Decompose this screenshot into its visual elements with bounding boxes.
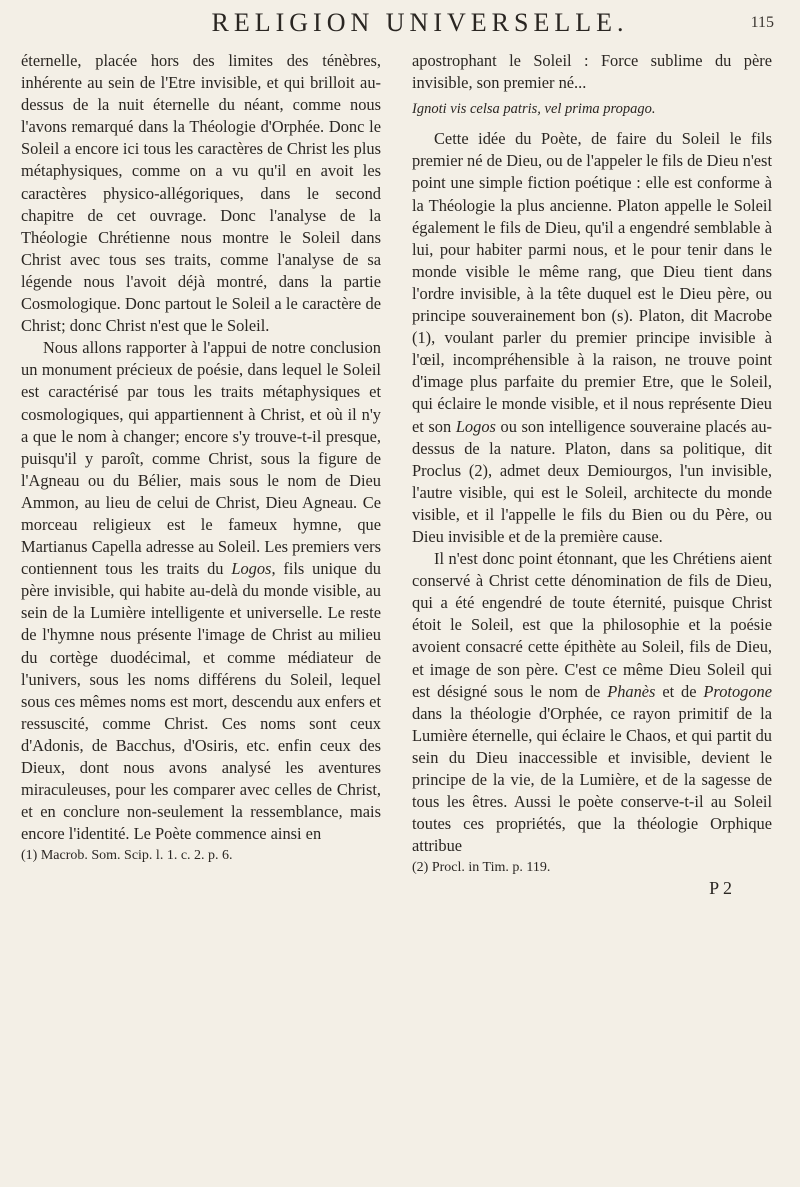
right-paragraph-2-logos: Logos bbox=[455, 416, 496, 436]
right-paragraph-3 bbox=[412, 548, 772, 857]
right-footnote: (2) Procl. in Tim. p. 119. bbox=[412, 860, 551, 876]
right-paragraph-2-text-b: ou son intelligence souveraine placés au-dessus de la nature. Platon, dans sa politique, dit Proclus (2), admet deux Demiourgos, l'un invisible, l'autre visible, qui est le Soleil, architecte du monde visible, et il l'appelle le fils du Bien ou du Père, ou Dieu invisible et de la première cause. bbox=[412, 416, 772, 546]
right-paragraph-2-text-a: Cette idée du Poète, de faire du Soleil le fils premier né de Dieu, ou de l'appeler le fils de Dieu n'est point une simple fiction poétique : elle est conforme à la Théologie la plus ancienne. Platon appelle le Soleil également le fils de Dieu, qu'il a engendré semblable à lui, pour habiter parmi nous, et le pour tenir dans le monde visible le même rang, que Dieu tient dans l'ordre invisible, à la tête duquel est le Dieu père, ou principe souverainement bon (s). Platon, dit Macrobe (1), voulant parler du premier principe invisible à l'œil, incompréhensible à la raison, ne trouve point d'image plus parfaite du premier Etre, que le Soleil, qui éclaire le monde visible, et il nous représente Dieu et son bbox=[412, 129, 772, 436]
right-paragraph-3-phanes: Phanès bbox=[607, 681, 656, 701]
left-paragraph-2 bbox=[21, 337, 381, 845]
signature-mark: P 2 bbox=[709, 878, 732, 899]
left-footnote: (1) Macrob. Som. Scip. l. 1. c. 2. p. 6. bbox=[21, 848, 233, 864]
right-paragraph-3-protogone: Protogone bbox=[703, 681, 773, 701]
latin-verse: Ignoti vis celsa patris, vel prima propago. bbox=[412, 101, 656, 118]
right-paragraph-2 bbox=[412, 128, 772, 548]
right-paragraph-3-text-b: dans la théologie d'Orphée, ce rayon primitif de la Lumière éternelle, qui éclaire le Chaos, et qui partit du sein du Dieu inaccessible et invisible, devient le principe de la vie, de la Lumière, et de la sagesse de tous les êtres. Aussi le poète conserve-t-il au Soleil toutes ces propriétés, que la théologie Orphique attribue bbox=[412, 703, 772, 856]
left-paragraph-2-text-b: , fils unique du père invisible, qui habite au-delà du monde visible, au sein de la Lumière intelligente et universelle. Le reste de l'hymne nous présente l'image de Christ au milieu du cortège duodécimal, et comme médiateur de l'univers, sous les noms différens du Soleil, lequel sous ces mêmes noms est mort, descendu aux enfers et ressuscité, comme Christ. Ces noms sont ceux d'Adonis, de Bacchus, d'Osiris, etc. enfin ceux des Dieux, dont nous avons analysé les aventures miraculeuses, pour les comparer avec celles de Christ, et en conclure non-seulement la ressemblance, mais encore l'identité. Le Poète commence ainsi en bbox=[21, 559, 381, 844]
left-paragraph-2-logos: Logos bbox=[231, 559, 272, 579]
right-paragraph-3-text-mid: et de bbox=[655, 681, 704, 701]
right-paragraph-1: apostrophant le Soleil : Force sublime du père invisible, son premier né... bbox=[412, 51, 772, 93]
left-paragraph-1: éternelle, placée hors des limites des ténèbres, inhérente au sein de l'Etre invisible, et qui brilloit au-dessus de la nuit éternelle du néant, comme nous l'avons remarqué dans la Théologie d'Orphée. Donc le Soleil a encore ici tous les caractères de Christ les plus métaphysiques, comme on a vu qu'il en avoit les caractères physico-allégoriques, dans le second chapitre de cet ouvrage. Donc l'analyse de la Théologie Chrétienne nous montre le Soleil dans Christ avec tous ses traits, comme l'analyse de sa légende nous l'avoit déjà montré, dans la partie Cosmologique. Donc partout le Soleil a le caractère de Christ; donc Christ n'est que le Soleil. bbox=[21, 51, 381, 336]
left-column bbox=[21, 50, 381, 865]
running-head: RELIGION UNIVERSELLE. bbox=[211, 8, 629, 37]
page-number: 115 bbox=[750, 14, 774, 31]
page-header bbox=[20, 8, 780, 44]
right-column bbox=[412, 50, 772, 899]
right-paragraph-3-text-a: Il n'est donc point étonnant, que les Chrétiens aient conservé à Christ cette dénomination de fils de Dieu, qui a été engendré de toute éternité, puisque Christ étoit le Soleil, est que la philosophie et la poésie avoient consacré cette épithète au Soleil, fils de Dieu, et image de son père. C'est ce même Dieu Soleil qui est désigné sous le nom de bbox=[412, 549, 772, 701]
left-paragraph-2-text-a: Nous allons rapporter à l'appui de notre conclusion un monument précieux de poésie, dans lequel le Soleil est caractérisé par tous les traits métaphysiques et cosmologiques, qui appartiennent à Christ, et où il n'y a que le nom à changer; encore s'y trouve-t-il presque, puisqu'il y paroît, comme Christ, sous la figure de l'Agneau ou du Bélier, mais sous le nom de Dieu Ammon, au lieu de celui de Christ, Dieu Agneau. Ce morceau religieux est le fameux hymne, que Martianus Capella adresse au Soleil. Les premiers vers contiennent tous les traits du bbox=[21, 338, 381, 579]
